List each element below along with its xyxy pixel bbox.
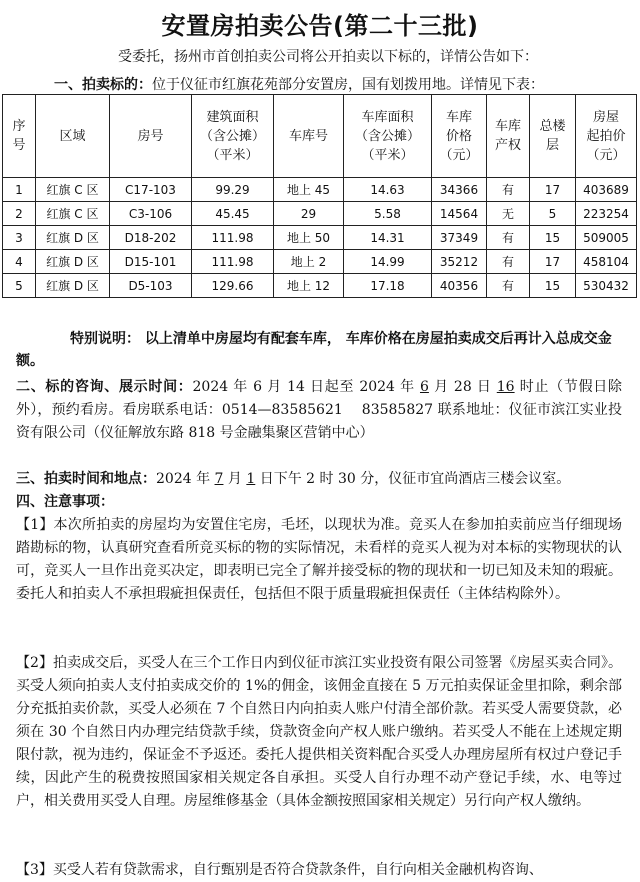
cell-total-floors: 15 xyxy=(530,274,576,298)
cell-garage-price: 14564 xyxy=(432,202,487,226)
cell-garage-ownership: 有 xyxy=(487,274,530,298)
special-note-text: 特别说明： 以上清单中房屋均有配套车库， 车库价格在房屋拍卖成交后再计入总成交金额。 xyxy=(16,331,612,369)
notice-item-1: 【1】本次所拍卖的房屋均为安置住宅房，毛坯，以现状为准。竞买人在参加拍卖前应当仔细现场踏勘标的物，认真研究查看所竞买标的物的实际情况，未看样的竞买人视为对本标的实物现状的认可，竞买人一旦作出竞买决定，即表明已完全了解并接受标的物的现状和一切已知及未知的瑕疵。委托人和拍卖人不承担瑕疵担保责任，包括但不限于质量瑕疵担保责任（主体结构除外）。 xyxy=(16,517,622,602)
cell-room-no: D5-103 xyxy=(110,274,192,298)
section-1-heading: 一、拍卖标的： xyxy=(54,77,152,93)
cell-index: 5 xyxy=(3,274,36,298)
cell-garage-area: 14.31 xyxy=(344,226,432,250)
section-2-text-underline-2: 16 xyxy=(496,379,515,395)
section-3-text-1: 2024 年 xyxy=(156,471,215,487)
header-start-price: 房屋 起拍价 （元） xyxy=(576,95,637,178)
cell-garage-area: 5.58 xyxy=(344,202,432,226)
cell-floor-area: 111.98 xyxy=(192,226,274,250)
cell-area: 红旗 D 区 xyxy=(36,274,110,298)
section-2-heading: 二、标的咨询、展示时间： xyxy=(16,379,193,395)
lot-table-header-row xyxy=(3,95,637,178)
section-1-text: 位于仪征市红旗花苑部分安置房，国有划拨用地。详情见下表： xyxy=(152,77,544,93)
section-3-heading: 三、拍卖时间和地点： xyxy=(16,471,156,487)
cell-garage-area: 14.63 xyxy=(344,178,432,202)
intro-text: 受委托，扬州市首创拍卖公司将公开拍卖以下标的，详情公告如下： xyxy=(118,49,538,65)
section-4-heading-line xyxy=(16,491,622,514)
cell-garage-ownership: 有 xyxy=(487,178,530,202)
cell-index: 1 xyxy=(3,178,36,202)
header-garage-area: 车库面积 （含公摊） （平米） xyxy=(344,95,432,178)
cell-garage-ownership: 有 xyxy=(487,250,530,274)
table-row xyxy=(3,250,637,274)
cell-start-price: 509005 xyxy=(576,226,637,250)
lot-table xyxy=(2,94,637,298)
section-2-text-underline-1: 6 xyxy=(419,379,429,395)
special-note xyxy=(16,328,622,372)
cell-garage-ownership: 有 xyxy=(487,226,530,250)
notice-item-3: 【3】买受人若有贷款需求，自行甄别是否符合贷款条件，自行向相关金融机构咨询、 xyxy=(16,862,543,878)
cell-garage-no: 29 xyxy=(274,202,344,226)
cell-garage-no: 地上 2 xyxy=(274,250,344,274)
cell-index: 4 xyxy=(3,250,36,274)
cell-floor-area: 111.98 xyxy=(192,250,274,274)
table-row xyxy=(3,274,637,298)
section-3-text-underline-1: 7 xyxy=(214,471,224,487)
header-floor-area: 建筑面积 （含公摊） （平米） xyxy=(192,95,274,178)
section-3-text-underline-2: 1 xyxy=(246,471,256,487)
cell-floor-area: 129.66 xyxy=(192,274,274,298)
section-2 xyxy=(16,376,622,445)
cell-area: 红旗 D 区 xyxy=(36,250,110,274)
header-garage-ownership: 车库 产权 xyxy=(487,95,530,178)
header-room-no: 房号 xyxy=(110,95,192,178)
section-2-text-2: 月 28 日 xyxy=(428,379,497,395)
header-area: 区域 xyxy=(36,95,110,178)
section-4-heading: 四、注意事项： xyxy=(16,494,114,510)
cell-area: 红旗 D 区 xyxy=(36,226,110,250)
header-total-floors: 总楼 层 xyxy=(530,95,576,178)
cell-total-floors: 15 xyxy=(530,226,576,250)
cell-garage-ownership: 无 xyxy=(487,202,530,226)
section-2-text-3: 时止（节假日除外），预约看房。看房联系电话：0514—83585621 83585827 联系地址：仪征市滨江实业投资有限公司（仪征解放东路 818 号金融集聚区营销中心） xyxy=(16,379,622,441)
cell-garage-price: 34366 xyxy=(432,178,487,202)
header-garage-no: 车库号 xyxy=(274,95,344,178)
cell-start-price: 458104 xyxy=(576,250,637,274)
header-garage-price: 车库 价格 （元） xyxy=(432,95,487,178)
cell-garage-price: 35212 xyxy=(432,250,487,274)
table-row xyxy=(3,226,637,250)
section-3-text-3: 日下午 2 时 30 分，仪征市宜尚酒店三楼会议室。 xyxy=(255,471,571,487)
cell-area: 红旗 C 区 xyxy=(36,178,110,202)
cell-garage-no: 地上 12 xyxy=(274,274,344,298)
section-3-text-2: 月 xyxy=(223,471,247,487)
cell-garage-area: 17.18 xyxy=(344,274,432,298)
cell-start-price: 403689 xyxy=(576,178,637,202)
cell-room-no: C17-103 xyxy=(110,178,192,202)
cell-room-no: D18-202 xyxy=(110,226,192,250)
section-1 xyxy=(54,74,544,94)
cell-room-no: C3-106 xyxy=(110,202,192,226)
cell-start-price: 223254 xyxy=(576,202,637,226)
cell-index: 3 xyxy=(3,226,36,250)
cell-garage-price: 37349 xyxy=(432,226,487,250)
cell-index: 2 xyxy=(3,202,36,226)
notice-item-2: 【2】拍卖成交后，买受人在三个工作日内到仪征市滨江实业投资有限公司签署《房屋买卖合同》。买受人须向拍卖人支付拍卖成交价的 1%的佣金，该佣金直接在 5 万元拍卖保证金里扣除，剩余部分充抵拍卖价款，买受人必须在 7 个自然日内向拍卖人账户付清全部价款。若买受人需要贷款，必须在 30 个自然日内办理完结贷款手续，贷款资金向产权人账户缴纳。若买受人不能在上述规定期限付款，视为违约，保证金不予返还。委托人提供相关资料配合买受人办理房屋所有权过户登记手续，因此产生的税费按照国家相关规定各自承担。买受人自行办理不动产登记手续，水、电等过户，相关费用买受人自理。房屋维修基金（具体金额按照国家相关规定）另行向产权人缴纳。 xyxy=(16,655,622,809)
cell-floor-area: 45.45 xyxy=(192,202,274,226)
announcement-title: 安置房拍卖公告(第二十三批) xyxy=(161,12,479,40)
header-index: 序 号 xyxy=(3,95,36,178)
table-row xyxy=(3,202,637,226)
cell-garage-no: 地上 50 xyxy=(274,226,344,250)
table-row xyxy=(3,178,637,202)
cell-area: 红旗 C 区 xyxy=(36,202,110,226)
cell-total-floors: 5 xyxy=(530,202,576,226)
cell-room-no: D15-101 xyxy=(110,250,192,274)
cell-garage-no: 地上 45 xyxy=(274,178,344,202)
cell-start-price: 530432 xyxy=(576,274,637,298)
cell-total-floors: 17 xyxy=(530,250,576,274)
section-3 xyxy=(16,468,622,491)
cell-floor-area: 99.29 xyxy=(192,178,274,202)
section-2-text-1: 2024 年 6 月 14 日起至 2024 年 xyxy=(192,379,420,395)
cell-garage-area: 14.99 xyxy=(344,250,432,274)
cell-total-floors: 17 xyxy=(530,178,576,202)
cell-garage-price: 40356 xyxy=(432,274,487,298)
